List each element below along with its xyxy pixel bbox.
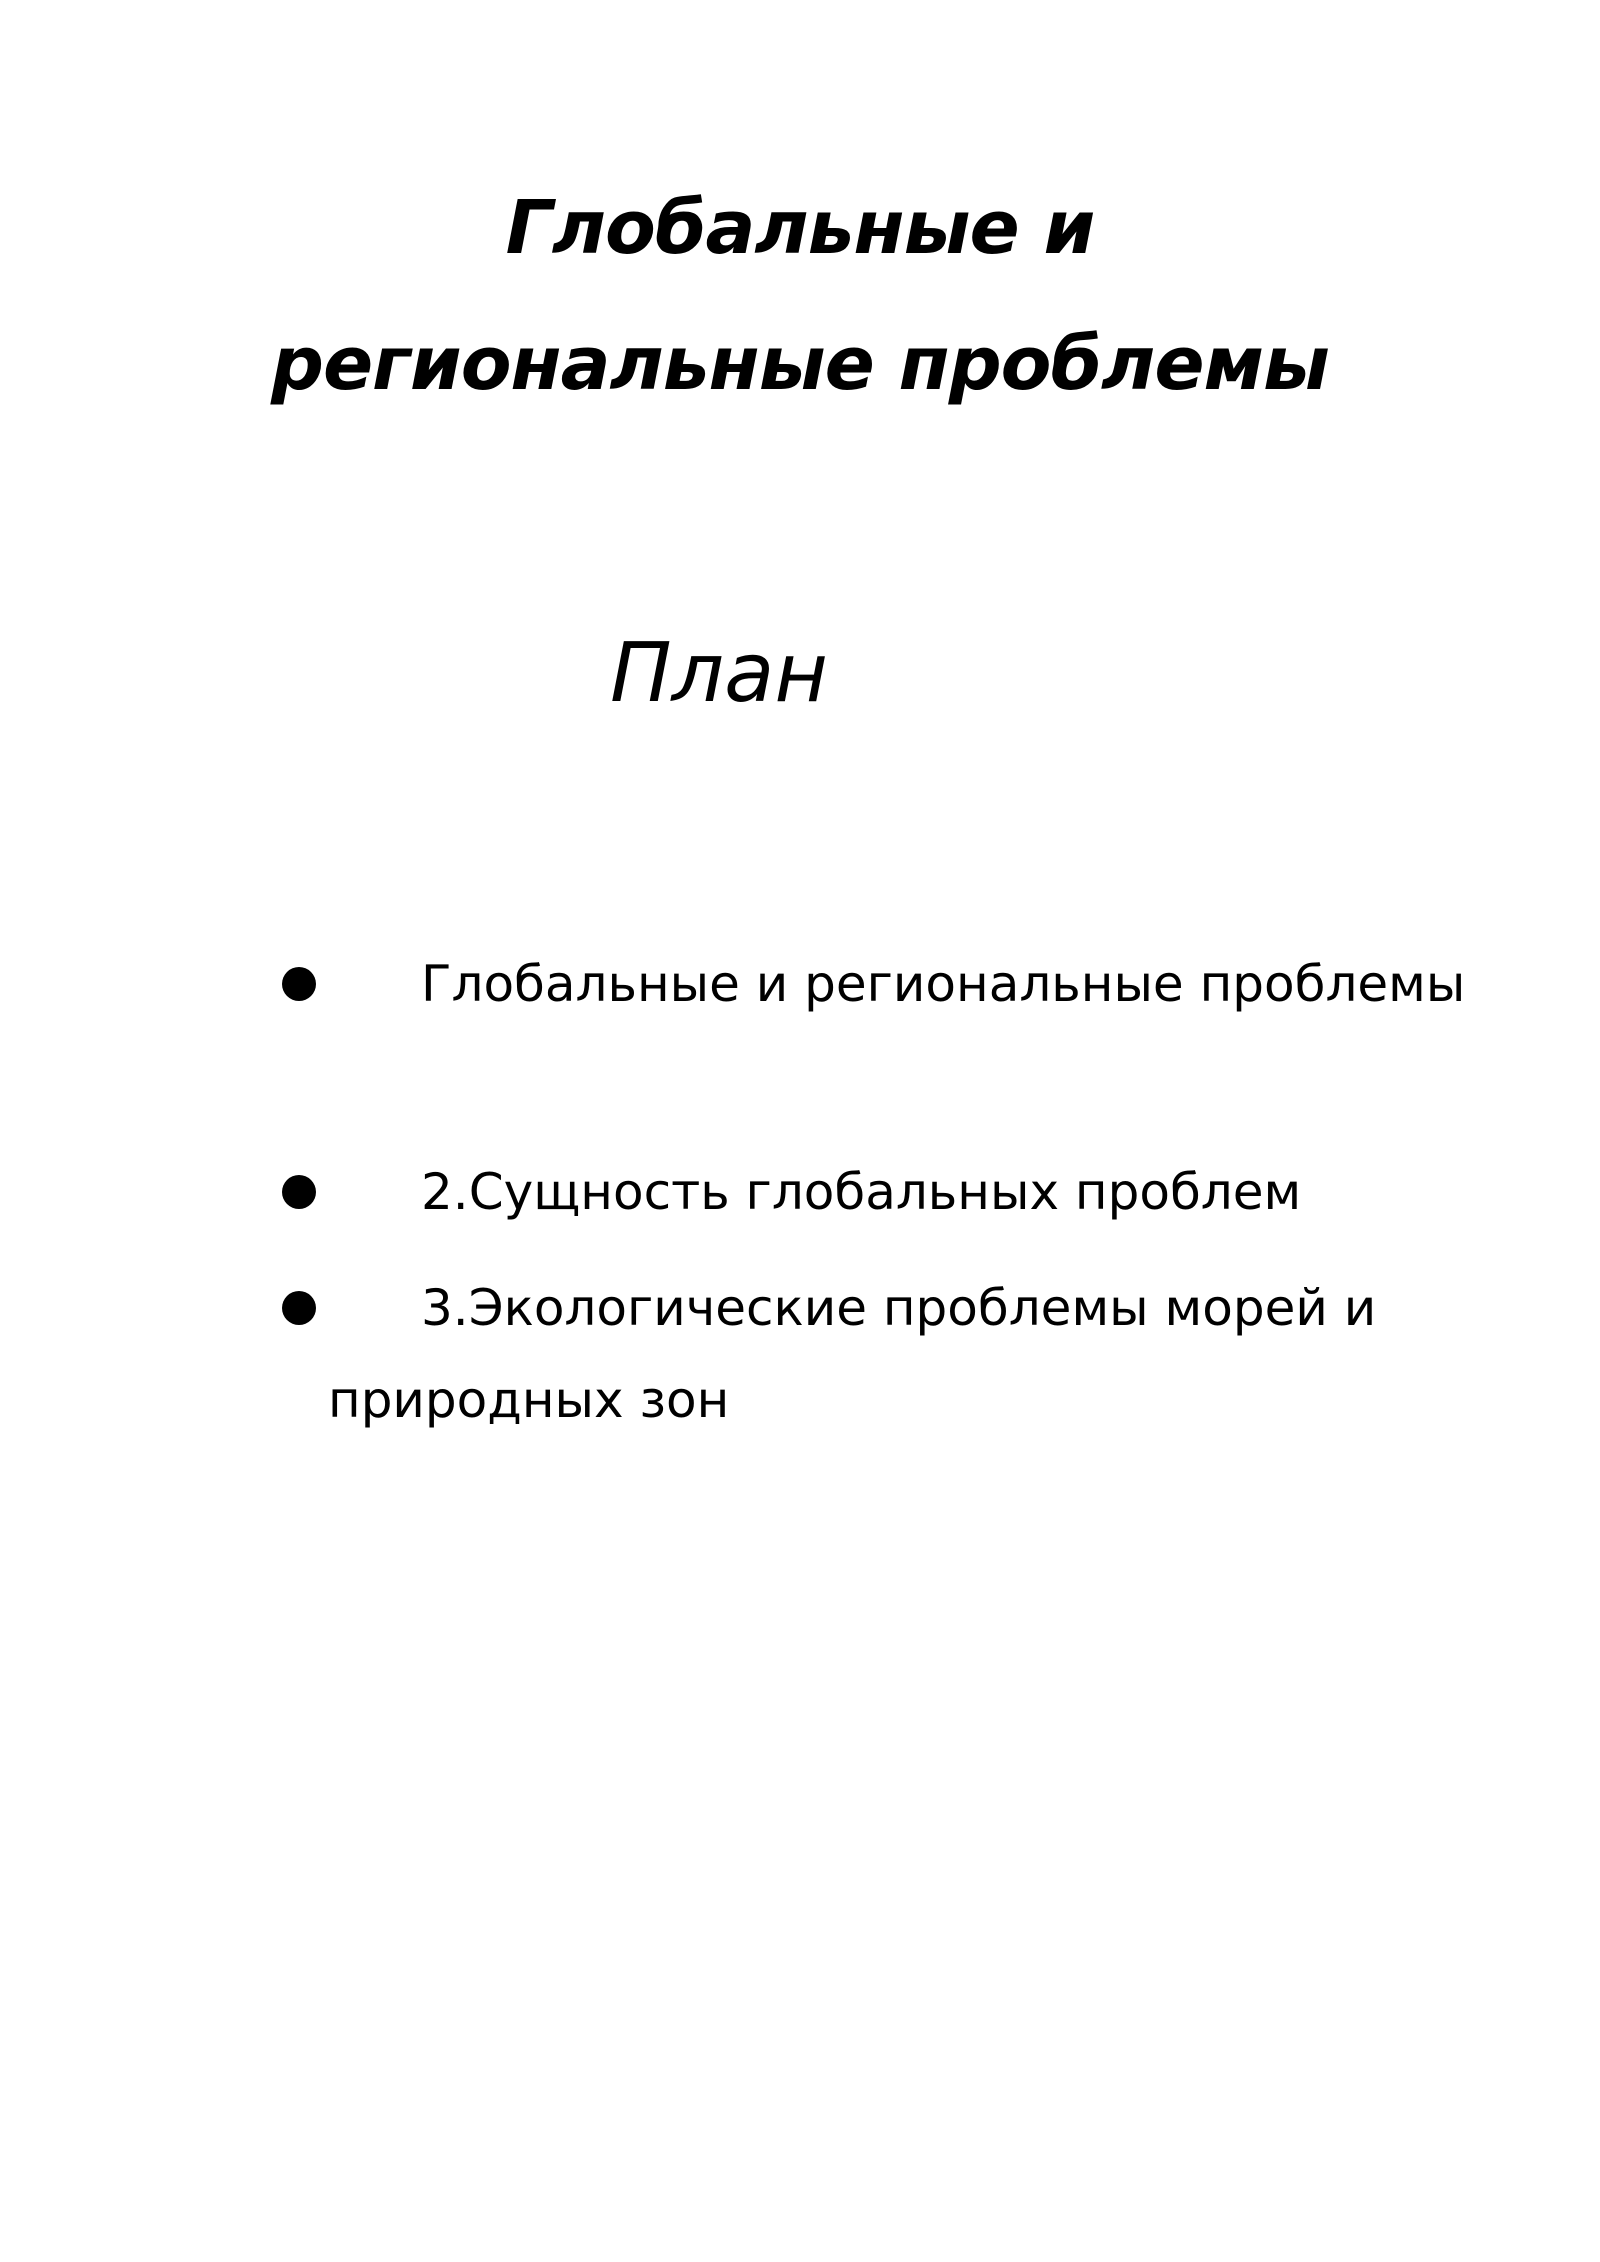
plan-item-2 (328, 1146, 1488, 1238)
title-line-1: Глобальные и (505, 185, 1095, 271)
document-title (0, 160, 1600, 432)
plan-item-3-text: 3.Экологические проблемы морей и природных зон (328, 1279, 1377, 1429)
bullet-icon (282, 1175, 316, 1209)
plan-item-2-text: 2.Сущность глобальных проблем (421, 1163, 1302, 1221)
plan-heading: План (610, 626, 828, 721)
title-line-2: региональные проблемы (271, 321, 1329, 407)
plan-item-3 (328, 1262, 1488, 1446)
bullet-icon (282, 967, 316, 1001)
plan-item-1-text: Глобальные и региональные проблемы (421, 955, 1466, 1013)
plan-item-1 (328, 938, 1488, 1030)
bullet-icon (282, 1291, 316, 1325)
